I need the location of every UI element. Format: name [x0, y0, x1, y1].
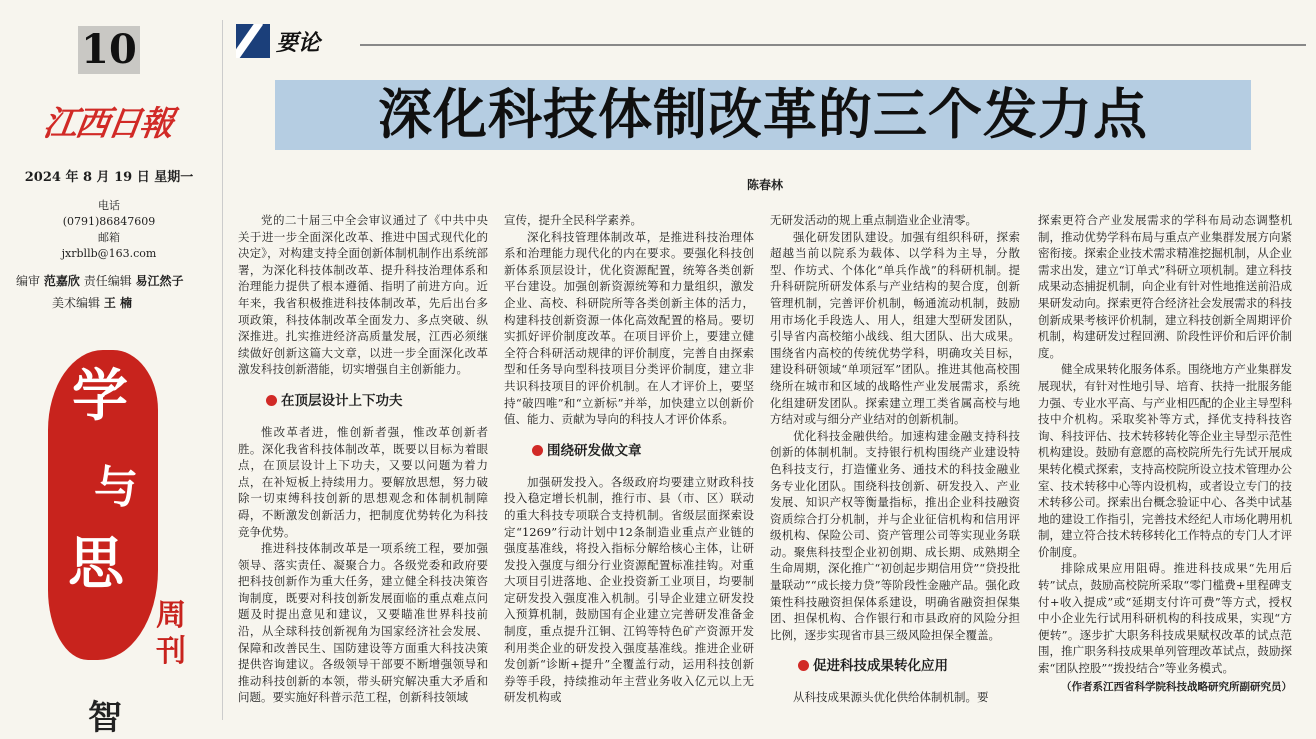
staff-credits [16, 270, 216, 314]
author-note: （作者系江西省科学院科技战略研究所副研究员） [1061, 680, 1292, 693]
reviewer-label: 编审 [16, 274, 41, 288]
email-address[interactable]: jxrbllb@163.com [61, 247, 157, 260]
newspaper-logo: 江西日報 [40, 104, 175, 144]
section-subheading: 促进科技成果转化应用 [798, 655, 1020, 677]
body-paragraph: 推进科技体制改革是一项系统工程，要加强领导、落实责任、凝聚合力。各级党委和政府要把科技创新作为重大任务，建立健全科技决策咨询制度，既要对科技创新发展面临的重点难点问题及时提出意见和建议，又要瞄准世界科技前沿，从全球科技创新视角为国家经济社会发展、保障和改善民生、国防建设等方面重大科技决策提供咨询建议。各级领导干部要不断增强领导和推动科技创新的本领，带头研究解决重大矛盾和问题。要实施好科普示范工程，创新科技领域 [238, 541, 488, 705]
badge-char-2: 与 [94, 462, 138, 513]
body-paragraph: 无研发活动的规上重点制造业企业清零。 [770, 213, 977, 227]
art-editor-name: 王 楠 [103, 296, 133, 310]
reviewer-name: 范嘉欣 [43, 274, 80, 288]
issue-date: 2024 年 8 月 19 日 星期一 [24, 170, 194, 185]
body-paragraph: 宣传，提升全民科学素养。 [504, 213, 642, 227]
badge-char-3: 思 [68, 531, 124, 597]
section-logo [236, 20, 354, 62]
editor-name: 易江然子 [135, 274, 184, 288]
section-subheading: 在顶层设计上下功夫 [266, 390, 488, 412]
phone-number: (0791)86847609 [62, 215, 156, 228]
header-rule [360, 44, 1306, 46]
body-paragraph: 深化科技管理体制改革，是推进科技治理体系和治理能力现代化的内在要求。要强化科技创新体系顶层设计，优化资源配置，统筹各类创新平台建设。加强创新资源统筹和力量组织，激发企业、高校、科研院所等各类创新主体的活力，构建科技创新资源一体化高效配置的格局。要切实抓好评价制度改革。在项目评价上，要建立健全符合科研活动规律的评价制度，完善自由探索型和任务导向型科技项目分类评价制度，建立非共识科技项目的评价机制。在人才评价上，要坚持“破四唯”和“立新标”并举，加快建立以创新价值、能力、贡献为导向的科技人才评价体系。 [504, 229, 754, 427]
body-paragraph: 惟改革者进，惟创新者强，惟改革创新者胜。深化我省科技体制改革，既要以目标为着眼点，在顶层设计上下功夫，又要以问题为着力点，在补短板上持续用力。要解放思想，努力破除一切束缚科技创新的思想观念和体制机制障碍，不断激发创新活力，把制度优势转化为科技竞争优势。 [238, 424, 488, 539]
section-logo-icon [236, 24, 270, 58]
text-column-1 [238, 212, 488, 732]
body-paragraph: 加强研发投入。各级政府均要建立财政科技投入稳定增长机制，推行市、县（市、区）联动的重大科技专项联合支持机制。省级层面探索设定“1269”行动计划中12条制造业重点产业链的强度基准线，将投入指标分解给核心主体，让研发投入强度与细分行业资源配置标准挂钩。对重大项目引进落地、企业投资新工业项目，均要制定研发投入强度准入机制。引导企业建立研发投入预算机制，鼓励国有企业建立完善研发准备金制度，重点提升江铜、江钨等特色矿产资源开发利用类企业的研发投入强度基准线。推进企业研发创新“诊断+提升”全覆盖行动，运用科技创新券等手段，持续推动年主营业务收入亿元以上无研发机构或 [504, 474, 754, 705]
body-paragraph: 优化科技金融供给。加速构建金融支持科技创新的体制机制。支持银行机构围绕产业建设特色科技支行，打造懂业务、通技术的科技金融业务专业化团队。围绕科技创新、研发投入、产业发展、知识产权等衡量指标，推出企业科技融资资质综合打分机制，并与企业征信机构和信用评级机构、保险公司、资产管理公司等实现业务联动。聚焦科技型企业初创期、成长期、成熟期全生命周期，深化推广“初创起步期信用贷”“贷投批量联动”“成长接力贷”等阶段性金融产品。强化政策性科技融资担保体系建设，明确省融资担保集团、担保机构、合作银行和市县政府的风险分担比例，逐步实现省市县三级风险担保全覆盖。 [770, 428, 1020, 642]
column-divider [222, 20, 223, 720]
text-column-4 [1038, 212, 1292, 732]
text-column-3 [770, 212, 1020, 732]
section-name: 要论 [276, 29, 321, 56]
section-subheading: 围绕研发做文章 [532, 440, 754, 462]
headline: 深化科技体制改革的三个发力点 [275, 80, 1251, 150]
next-column-char: 智 [88, 698, 122, 738]
art-editor-label: 美术编辑 [52, 296, 101, 310]
body-paragraph: 党的二十届三中全会审议通过了《中共中央关于进一步全面深化改革、推进中国式现代化的决定》，对构建支持全面创新体制机制作出系统部署，为深化科技体制改革、提升科技治理体系和治理能力提供了根本遵循、指明了前进方向。近年来，我省积极推进科技体制改革，先后出台多项政策，科技体制改革全面发力、多点突破、纵深推进。扎实推进经济高质量发展，江西必须继续做好创新这篇大文章，以进一步全面深化改革激发科技创新潜能，切实增强自主创新能力。 [238, 213, 488, 377]
weekly-char-2: 刊 [156, 634, 186, 669]
email-label: 邮箱 [98, 231, 120, 244]
phone-label: 电话 [98, 199, 120, 212]
editor-label: 责任编辑 [83, 274, 132, 288]
weekly-char-1: 周 [156, 598, 186, 633]
body-paragraph: 强化研发团队建设。加强有组织科研，探索超越当前以院系为载体、以学科为主导，分散型、作坊式、个体化“单兵作战”的科研机制。提升科研院所研发体系与产业结构的契合度，创新管理机制，完善评价机制，畅通流动机制，鼓励用市场化手段选人、用人，组建大型研发团队，引导省内高校缩小战线、组大团队、出大成果。围绕省内高校的传统优势学科，明确攻关目标，建设科研领域“单项冠军”团队。推进其他高校围绕所在城市和区域的战略性产业发展需求，系统化组建研发团队。探索建立理工类省属高校与地方结对或与细分产业结对的创新机制。 [770, 229, 1020, 427]
text-column-2 [504, 212, 754, 732]
body-paragraph: 健全成果转化服务体系。围绕地方产业集群发展现状，有针对性地引导、培育、扶持一批服务能力强、专业水平高、与产业相匹配的企业主导型科技中介机构。采取奖补等方式，择优支持科技咨询、科技评估、技术转移转化等企业主导型示范性机构建设。鼓励有意愿的高校院所先行先试开展成果转化模式探索，支持高校院所设立技术管理办公室、技术转移中心等内设机构，或者设立专门的技术转移公司。探索出台概念验证中心、各类中试基地的建设工作指引，完善技术经纪人市场化聘用机制，建立符合技术转移转化工作特点的专门人才评价制度。 [1038, 362, 1292, 559]
author-byline: 陈春林 [746, 178, 783, 192]
body-paragraph: 从科技成果源头优化供给体制机制。要 [793, 690, 989, 705]
page-number: 10 [78, 26, 140, 74]
body-paragraph: 排除成果应用阻碍。推进科技成果“先用后转”试点，鼓励高校院所采取“零门槛费+里程碑支付+收入提成”或“延期支付许可费”等方式，授权中小企业先行试用科研机构的科技成果，实现“方便转”。逐步扩大职务科技成果赋权改革的试点范围，推广职务科技成果单列管理改革试点，鼓励探索“团队控股”“拨投结合”等业务模式。 [1038, 561, 1292, 676]
body-paragraph: 探索更符合产业发展需求的学科布局动态调整机制，推动优势学科布局与重点产业集群发展方向紧密衔接。探索企业技术需求精准挖掘机制，从企业需求出发，建立“订单式”科研立项机制。建立科技成果动态捕捉机制，向企业有针对性地推送前沿成果研发动向。探索更符合经济社会发展需求的科技创新成果考核评价机制，建立科技创新全周期评价机制，构建研发过程回溯、阶段性评价和后评价制度。 [1038, 213, 1292, 360]
contact-info [14, 198, 204, 262]
column-badge [48, 350, 160, 670]
badge-char-1: 学 [72, 363, 128, 429]
weekly-label [156, 598, 192, 670]
